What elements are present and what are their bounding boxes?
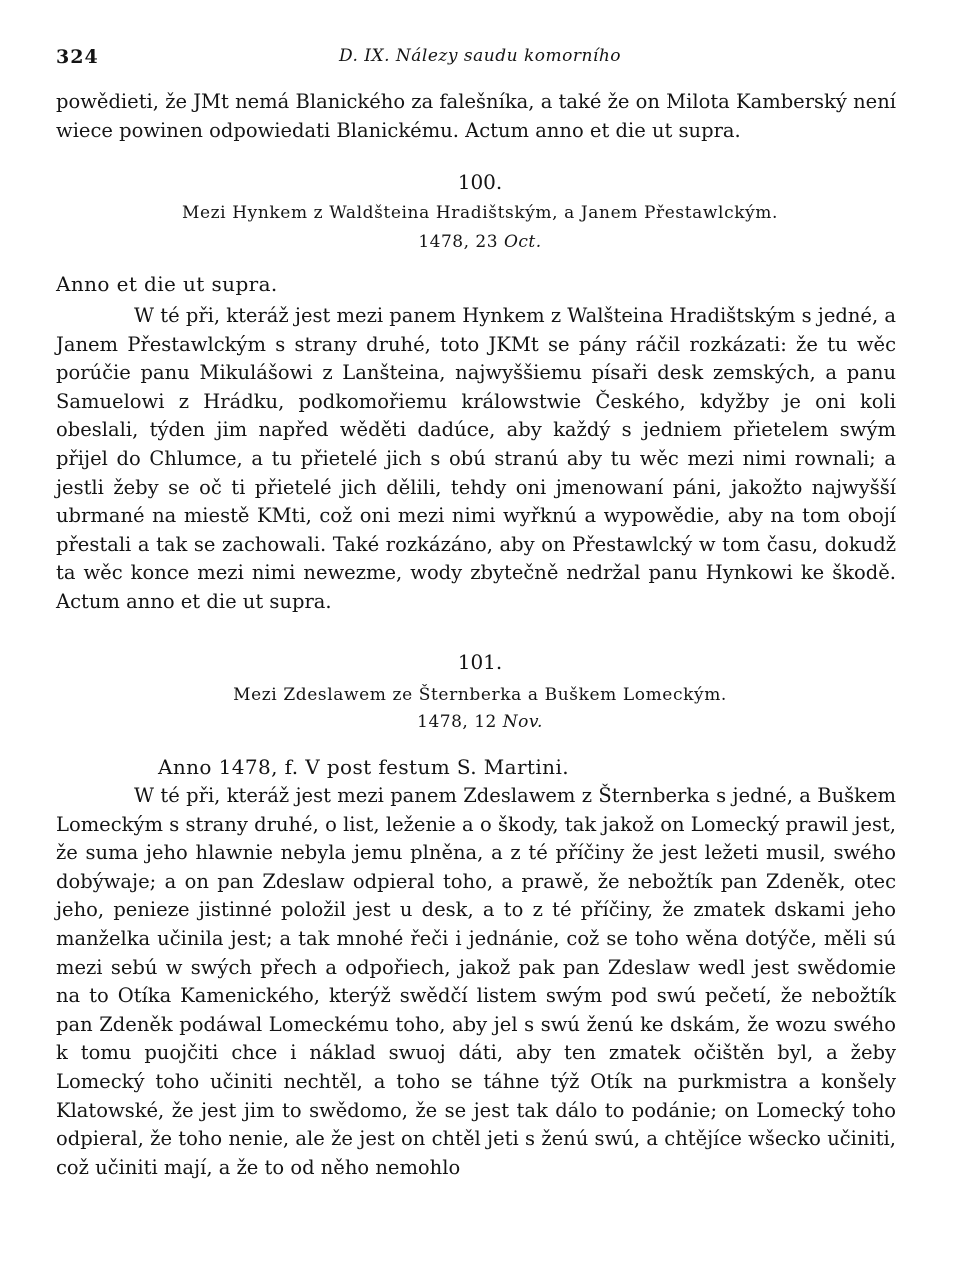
running-head: D. IX. Nálezy saudu komorního xyxy=(338,46,622,66)
entry-number: 100. xyxy=(457,170,503,194)
entry-date-month: Oct. xyxy=(503,232,542,252)
entry-date-month: Nov. xyxy=(502,712,543,732)
entry-date-line: Anno 1478, f. V post festum S. Martini. xyxy=(158,755,570,779)
entry-date-value: 1478, 12 xyxy=(417,712,497,732)
entry-date xyxy=(0,232,960,252)
entry-date-value: 1478, 23 xyxy=(418,232,499,252)
page-number: 324 xyxy=(56,46,99,68)
entry-title: Mezi Zdeslawem ze Šternberka a Buškem Lomeckým. xyxy=(233,685,727,705)
page-header xyxy=(56,46,904,74)
entry-date-line: Anno et die ut supra. xyxy=(56,272,278,296)
entry-number: 101. xyxy=(457,650,503,674)
intro-paragraph: powědieti, že JMt nemá Blanického za falešníka, a také že on Milota Kamberský není wiece powinen odpowiedati Blanickému. Actum anno et die ut supra. xyxy=(56,90,896,142)
entry-text: W té při, kteráž jest mezi panem Hynkem z Walšteina Hradištským s jedné, a Janem Přestawlckým s strany druhé, toto JKMt se pány ráčil rozkázati: že tu wěc porúčie panu Mikulášowi z Lanšteina, najwyššiemu písaři desk zemských, a panu Samuelowi z Hrádku, podkomořiemu králowstwie Českého, kdyžby je oni koli obeslali, týden jim napřed wěděti dadúce, aby každý s jedniem přietelem swým přijel do Chlumce, a tu přietelé jich s obú stranú aby tu wěc mezi nimi rownali; a jestli žeby se oč ti přietelé jich dělili, tehdy oni jmenowaní páni, jakožto najwyšší ubrmané na miestě KMti, což oni mezi nimi wyřknú a wypowědie, aby na tom obojí přestali a tak se zachowali. Také rozkázáno, aby on Přestawlcký w tom času, dokudž ta wěc konce mezi nimi newezme, wody zbytečně nedržal panu Hynkowi ke škodě. Actum anno et die ut supra. xyxy=(56,304,896,613)
entry-date xyxy=(0,712,960,732)
entry-text: W té při, kteráž jest mezi panem Zdeslawem z Šternberka s jedné, a Buškem Lomeckým s strany druhé, o list, leženie a o škody, tak jakož on Lomecký prawil jest, že suma jeho hlawnie nebyla jemu plněna, a z té příčiny že jest ležeti musil, swého dobýwaje; a on pan Zdeslaw odpieral toho, a prawě, že nebožtík pan Zdeněk, otec jeho, penieze jistinné položil jest u desk, a to z té příčiny, že zmatek dskami jeho manželka učinila jest; a tak mnohé řeči i jednánie, což se toho wěna dotýče, měli sú mezi sebú w swých přech a odpořiech, jakož pak pan Zdeslaw wedl jest swědomie na to Otíka Kamenického, kterýž swědčí listem swým pod swú pečetí, že nebožtík pan Zdeněk podáwal Lomeckému toho, aby jel s swú ženú ke dskám, že wozu swého k tomu puojčiti chce i náklad swuoj dáti, aby ten zmatek očištěn byl, a žeby Lomecký toho učiniti nechtěl, a toho se táhne týž Otík na purkmistra a konšely Klatowské, že jest jim to swědomo, že se jest tak dálo to podánie; on Lomecký toho odpieral, že toho nenie, ale že jest on chtěl jeti s ženú swú, a chtějíce wšecko učiniti, což učiniti mají, a že to od něho nemohlo xyxy=(56,784,896,1179)
entry-title: Mezi Hynkem z Waldšteina Hradištským, a Janem Přestawlckým. xyxy=(181,203,779,223)
